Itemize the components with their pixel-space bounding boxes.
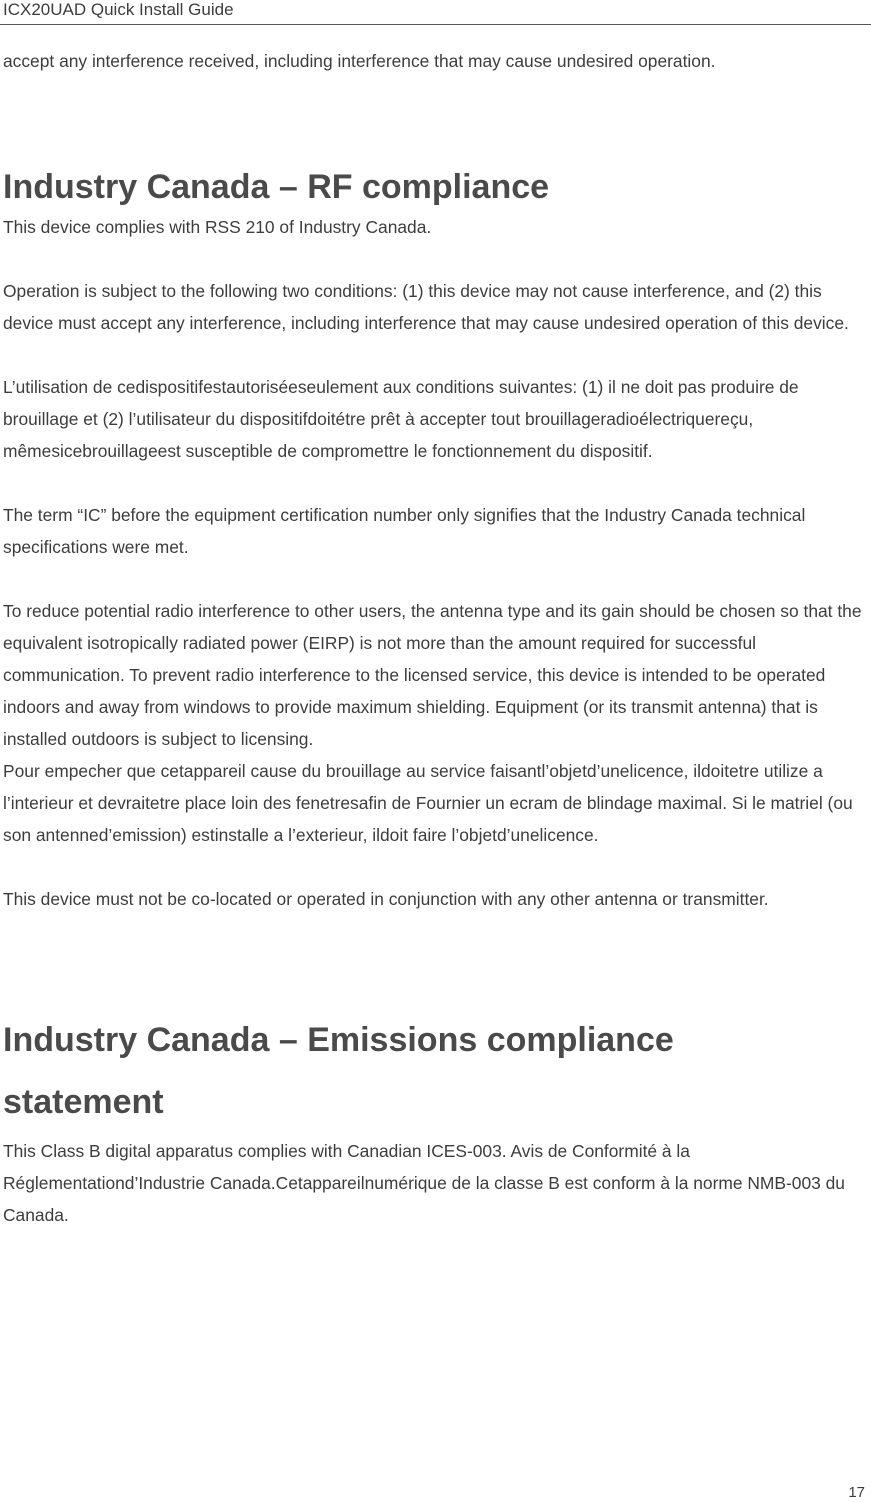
rf-paragraph-1: This device complies with RSS 210 of Industry Canada. — [3, 217, 432, 237]
rf-paragraph-7: This device must not be co-located or operated in conjunction with any other antenna or transmitter. — [3, 889, 769, 909]
section-heading-emissions-compliance: Industry Canada – Emissions compliance statement — [3, 1021, 674, 1121]
page-header — [0, 0, 871, 25]
rf-paragraph-4: The term “IC” before the equipment certification number only signifies that the Industry Canada technical specifications were met. — [3, 505, 806, 557]
section-heading-rf-compliance: Industry Canada – RF compliance — [3, 168, 550, 206]
rf-paragraph-6-french: Pour empecher que cetappareil cause du brouillage au service faisantl’objetd’unelicence, ildoitetre utilize a l’interieur et devraitetre place loin des fenetresafin de Fournier un ecram de blindage maximal. Si le matriel (ou son antenned’emission) estinstalle a l’exterieur, ildoit faire l’objetd’unelicence. — [3, 761, 853, 845]
header-title: ICX20UAD Quick Install Guide — [3, 0, 234, 19]
rf-paragraph-5: To reduce potential radio interference to other users, the antenna type and its gain should be chosen so that the equivalent isotropically radiated power (EIRP) is not more than the amount required for successful communication. To prevent radio interference to the licensed service, this device is intended to be operated indoors and away from windows to provide maximum shielding. Equipment (or its transmit antenna) that is installed outdoors is subject to licensing. — [3, 601, 862, 749]
document-body — [3, 45, 867, 1231]
page-number: 17 — [848, 1484, 865, 1501]
rf-paragraph-2: Operation is subject to the following two conditions: (1) this device may not cause interference, and (2) this device must accept any interference, including interference that may cause undesired operation of this device. — [3, 281, 849, 333]
intro-paragraph: accept any interference received, including interference that may cause undesired operation. — [3, 51, 716, 71]
emissions-paragraph-1: This Class B digital apparatus complies with Canadian ICES-003. Avis de Conformité à la Réglementationd’Industrie Canada.Cetappareilnumérique de la classe B est conform à la norme NMB-003 du Canada. — [3, 1141, 845, 1225]
rf-paragraph-3-french: L’utilisation de cedispositifestautoriséeseulement aux conditions suivantes: (1) il ne doit pas produire de brouillage et (2) l’utilisateur du dispositifdoitétre prêt à accepter tout brouillageradioélectriquereçu, mêmesicebrouillageest susceptible de compromettre le fonctionnement du dispositif. — [3, 377, 799, 461]
